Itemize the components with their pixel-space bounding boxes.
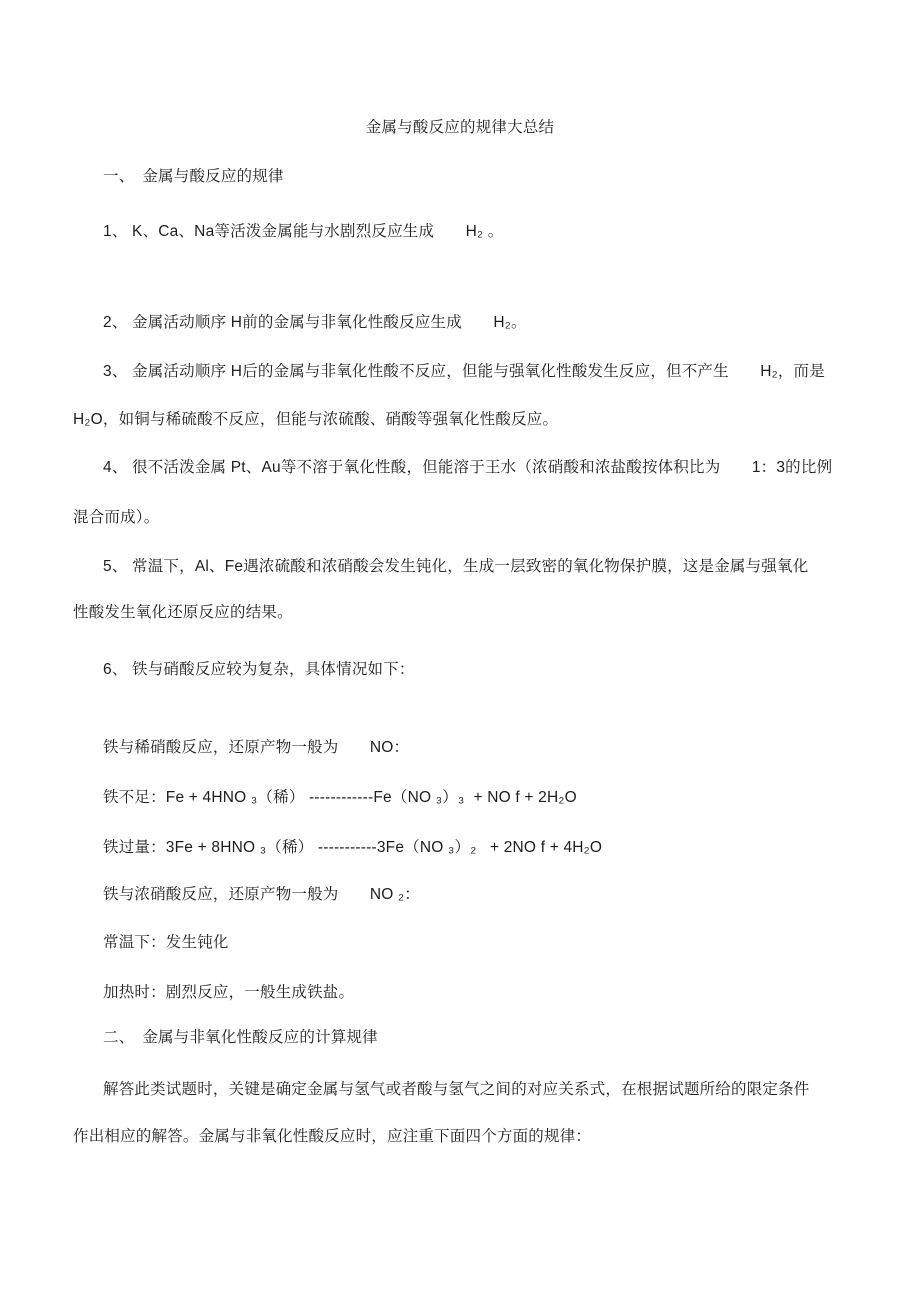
concentrated-nitric-note: 铁与浓硝酸反应，还原产物一般为 NO ₂： <box>103 886 420 903</box>
heated-note: 加热时：剧烈反应，一般生成铁盐。 <box>103 984 355 1001</box>
doc-title: 金属与酸反应的规律大总结 <box>365 119 555 136</box>
item-2: 2、 金属活动顺序 H前的金属与非氧化性酸反应生成 H₂。 <box>103 314 527 331</box>
item-6: 6、 铁与硝酸反应较为复杂，具体情况如下： <box>103 661 415 678</box>
item-4-line-2: 混合而成）。 <box>73 509 160 526</box>
section-2-para-line-1: 解答此类试题时，关键是确定金属与氢气或者酸与氢气之间的对应关系式，在根据试题所给的限定条件 <box>103 1081 810 1098</box>
section-2-para-line-2: 作出相应的解答。金属与非氧化性酸反应时，应注重下面四个方面的规律： <box>73 1128 592 1145</box>
item-3-line-2: H₂O，如铜与稀硫酸不反应，但能与浓硫酸、硝酸等强氧化性酸反应。 <box>73 411 559 428</box>
section-1-heading: 一、 金属与酸反应的规律 <box>103 168 284 185</box>
room-temp-note: 常温下：发生钝化 <box>103 934 229 951</box>
item-5-line-2: 性酸发生氧化还原反应的结果。 <box>73 604 293 621</box>
dilute-nitric-note: 铁与稀硝酸反应，还原产物一般为 NO： <box>103 739 410 756</box>
item-5-line-1: 5、 常温下，Al、Fe遇浓硫酸和浓硝酸会发生钝化，生成一层致密的氧化物保护膜，这是金属与强氧化 <box>103 558 809 575</box>
item-1: 1、 K、Ca、Na等活泼金属能与水剧烈反应生成 H₂ 。 <box>103 223 504 240</box>
section-2-heading: 二、 金属与非氧化性酸反应的计算规律 <box>103 1029 378 1046</box>
item-3-line-1: 3、 金属活动顺序 H后的金属与非氧化性酸不反应，但能与强氧化性酸发生反应，但不产生 H₂，而是 <box>103 363 825 380</box>
equation-iron-excess: 铁过量：3Fe + 8HNO ₃（稀） -----------3Fe（NO ₃）₂ + 2NO f + 4H₂O <box>103 839 603 856</box>
equation-iron-insufficient: 铁不足：Fe + 4HNO ₃（稀） ------------Fe（NO ₃）₃ + NO f + 2H₂O <box>103 789 577 806</box>
item-4-line-1: 4、 很不活泼金属 Pt、Au等不溶于氧化性酸，但能溶于王水（浓硝酸和浓盐酸按体积比为 1：3的比例 <box>103 459 833 476</box>
